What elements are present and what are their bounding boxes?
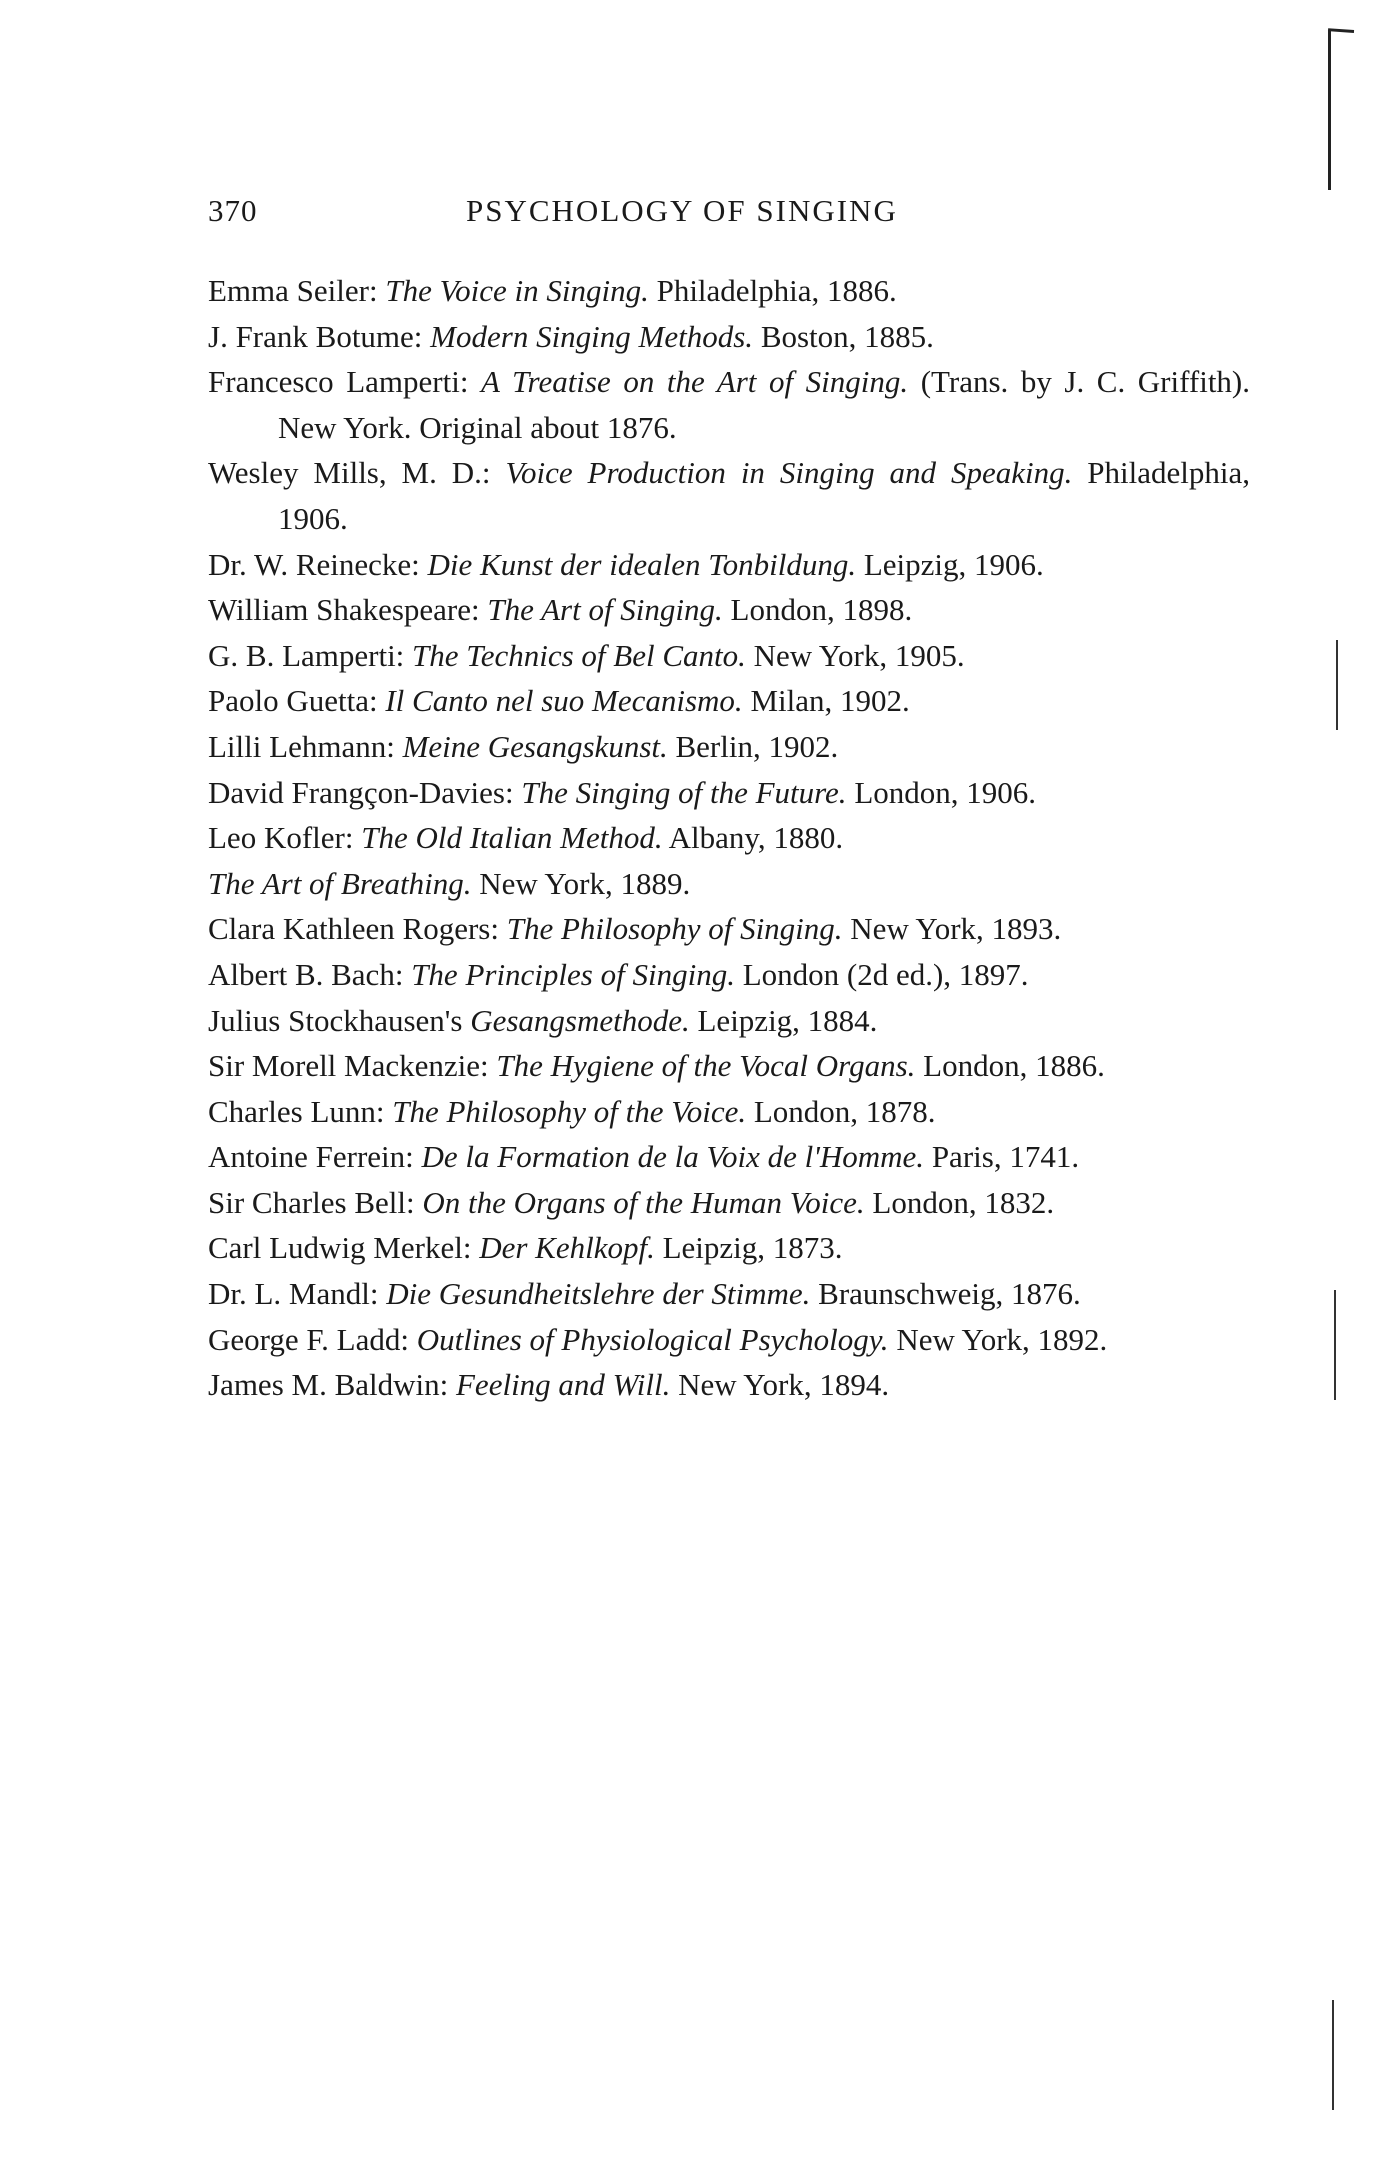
entry-author: Sir Morell Mackenzie: (208, 1048, 489, 1084)
running-head: PSYCHOLOGY OF SINGING (466, 193, 898, 228)
entry-title: The Principles of Singing. (411, 956, 735, 992)
entry-author: Charles Lunn: (208, 1093, 385, 1129)
entry-author: Emma Seiler: (208, 273, 378, 308)
bibliography-entry (208, 724, 1250, 770)
entry-title: The Hygiene of the Vocal Organs. (496, 1048, 916, 1084)
bibliography-entry (208, 1089, 1250, 1135)
entry-author: Carl Ludwig Merkel: (208, 1230, 472, 1266)
ink-speck (1334, 1290, 1336, 1400)
bibliography-entry (208, 998, 1250, 1044)
entry-title: Feeling and Will. (456, 1367, 671, 1403)
entry-title: The Voice in Singing. (385, 273, 649, 308)
entry-publication: London (2d ed.), 1897. (742, 956, 1029, 992)
entry-author: Antoine Ferrein: (208, 1139, 414, 1175)
entry-publication: Boston, 1885. (760, 318, 934, 354)
bibliography-entry (208, 815, 1250, 861)
bibliography-entry (208, 587, 1250, 633)
entry-author: George F. Ladd: (208, 1321, 409, 1357)
entry-author: Leo Kofler: (208, 820, 354, 856)
entry-publication: Leipzig, 1873. (662, 1230, 843, 1266)
bibliography-entry (208, 542, 1250, 588)
entry-publication: London, 1878. (753, 1093, 936, 1129)
entry-publication: Leipzig, 1884. (697, 1002, 878, 1038)
entry-title: De la Formation de la Voix de l'Homme. (421, 1139, 925, 1175)
entry-publication: New York, 1894. (678, 1367, 890, 1403)
entry-author: Dr. L. Mandl: (208, 1276, 379, 1312)
entry-author: Albert B. Bach: (208, 956, 404, 992)
ink-speck (1332, 2000, 1334, 2110)
page-edge-mark-top (1328, 28, 1354, 33)
bibliography-entry (208, 1180, 1250, 1226)
bibliography-entry (208, 359, 1250, 450)
entry-title: Gesangsmethode. (470, 1002, 690, 1038)
entry-publication: Leipzig, 1906. (863, 546, 1044, 582)
entry-author: J. Frank Botume: (208, 318, 423, 354)
entry-publication: London, 1886. (923, 1048, 1105, 1084)
entry-publication: Paris, 1741. (931, 1139, 1080, 1175)
page-header (208, 193, 988, 233)
bibliography-entry (208, 314, 1250, 360)
entry-author: Clara Kathleen Rogers: (208, 911, 499, 947)
entry-title: Il Canto nel suo Mecanismo. (385, 683, 743, 719)
entry-title: Outlines of Physiological Psychology. (416, 1321, 889, 1357)
entry-publication: Philadelphia, 1906. (278, 455, 1250, 536)
entry-author: Paolo Guetta: (208, 683, 378, 719)
bibliography-entry (208, 1043, 1250, 1089)
entry-publication: London, 1906. (854, 774, 1036, 810)
entry-publication: New York, 1905. (753, 637, 965, 673)
bibliography-entry (208, 633, 1250, 679)
entry-publication: London, 1832. (872, 1184, 1055, 1220)
entry-publication: London, 1898. (730, 592, 913, 628)
entry-title: The Philosophy of Singing. (506, 911, 843, 947)
bibliography-entry (208, 952, 1250, 998)
entry-author: Francesco Lamperti: (208, 364, 469, 400)
entry-author: Julius Stockhausen's (208, 1002, 463, 1038)
entry-publication: New York, 1889. (479, 865, 691, 901)
entry-title: The Art of Breathing. (208, 865, 472, 901)
entry-author: Sir Charles Bell: (208, 1184, 415, 1220)
bibliography-entry (208, 1317, 1250, 1363)
entry-author: David Frangçon-Davies: (208, 774, 514, 810)
entry-publication: (Trans. by J. C. Griffith). New York. Original about 1876. (278, 364, 1251, 445)
bibliography-entry (208, 1271, 1250, 1317)
bibliography-entry (208, 1362, 1250, 1408)
bibliography-entry (208, 678, 1250, 724)
entry-title: The Old Italian Method. (361, 820, 663, 856)
entry-publication: Milan, 1902. (750, 683, 910, 719)
entry-title: The Philosophy of the Voice. (392, 1093, 747, 1129)
entry-publication: Berlin, 1902. (675, 728, 839, 764)
bibliography-list (208, 268, 1250, 1408)
entry-author: Dr. W. Reinecke: (208, 546, 420, 582)
entry-title: On the Organs of the Human Voice. (422, 1184, 865, 1220)
bibliography-entry (208, 1134, 1250, 1180)
entry-publication: Philadelphia, 1886. (656, 273, 897, 308)
entry-title: The Singing of the Future. (521, 774, 847, 810)
bibliography-entry (208, 770, 1250, 816)
entry-author: Lilli Lehmann: (208, 728, 395, 764)
entry-author: Wesley Mills, M. D.: (208, 455, 491, 491)
entry-author: William Shakespeare: (208, 592, 480, 628)
entry-publication: New York, 1892. (896, 1321, 1108, 1357)
entry-title: The Technics of Bel Canto. (412, 637, 746, 673)
ink-speck (1336, 640, 1338, 730)
page-edge-mark (1328, 30, 1331, 190)
entry-author: G. B. Lamperti: (208, 637, 405, 673)
entry-publication: New York, 1893. (850, 911, 1062, 947)
bibliography-entry (208, 1225, 1250, 1271)
entry-title: The Art of Singing. (487, 592, 723, 628)
entry-author: James M. Baldwin: (208, 1367, 449, 1403)
entry-title: A Treatise on the Art of Singing. (481, 364, 909, 400)
bibliography-entry (208, 450, 1250, 541)
page-number: 370 (208, 193, 258, 228)
bibliography-entry (208, 906, 1250, 952)
entry-publication: Albany, 1880. (668, 820, 844, 856)
entry-title: Die Gesundheitslehre der Stimme. (386, 1276, 811, 1312)
entry-publication: Braunschweig, 1876. (818, 1276, 1081, 1312)
bibliography-entry (208, 268, 1250, 314)
bibliography-entry (208, 861, 1250, 907)
entry-title: Modern Singing Methods. (430, 318, 754, 354)
entry-title: Meine Gesangskunst. (402, 728, 668, 764)
entry-title: Der Kehlkopf. (479, 1230, 655, 1266)
entry-title: Voice Production in Singing and Speaking. (505, 455, 1073, 491)
entry-title: Die Kunst der idealen Tonbildung. (427, 546, 857, 582)
